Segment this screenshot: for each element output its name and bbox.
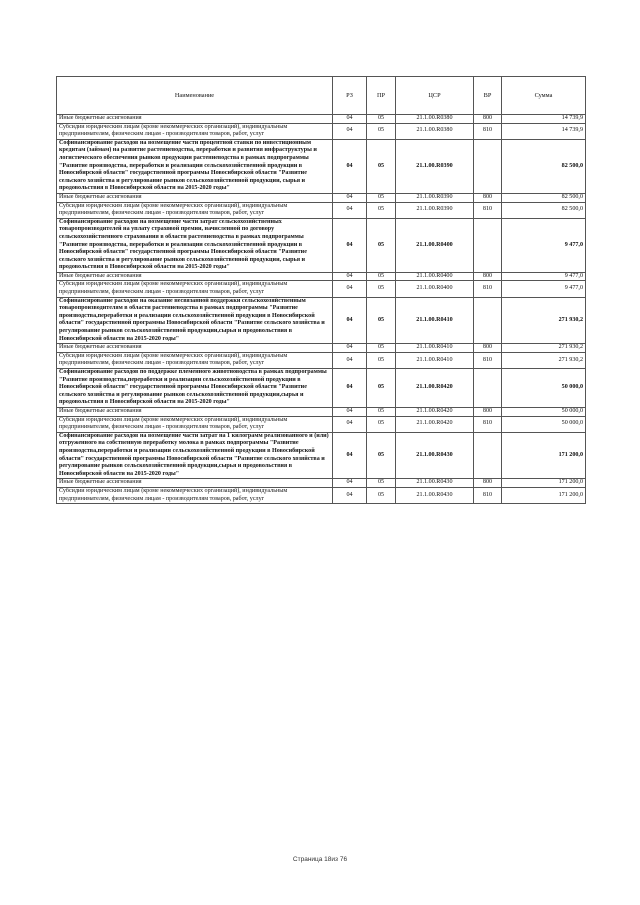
cell-rz: 04	[333, 369, 367, 408]
cell-vr	[474, 297, 502, 344]
table-row	[57, 123, 586, 139]
cell-csr: 21.1.00.R0400	[396, 218, 474, 272]
cell-rz: 04	[333, 297, 367, 344]
cell-csr: 21.1.00.R0430	[396, 479, 474, 488]
cell-name: Софинансирование расходов на оказание несвязанной поддержки сельскохозяйственным товаропроизводителям в области растениеводства в рамках подпрограммы "Развитие производства,переработки и реализации сельскохозяйственной продукции в Новосибирской области" государственной программы Новосибирской области "Развитие сельского хозяйства и регулирование рынков сельскохозяйственной продукции,сырья и продовольствия в Новосибирской области на 2015-2020 годы"	[57, 297, 333, 344]
header-rz: РЗ	[333, 77, 367, 115]
table-row	[57, 344, 586, 353]
cell-rz: 04	[333, 479, 367, 488]
cell-csr: 21.1.00.R0380	[396, 115, 474, 124]
cell-rz: 04	[333, 352, 367, 368]
section-row	[57, 218, 586, 272]
cell-vr: 810	[474, 202, 502, 218]
table-row	[57, 487, 586, 503]
cell-sum: 271 930,2	[502, 344, 586, 353]
cell-name: Софинансирование расходов на возмещение части процентной ставки по инвестиционным кредитам (займам) на развитие растениеводства, переработки и развития инфраструктуры и логистического обеспечения рынков продукции растениеводства в рамках подпрограммы "Развитие производства, переработки и реализации сельскохозяйственной продукции в Новосибирской области" государственной программы Новосибирской области "Развитие сельского хозяйства и регулирование рынков сельскохозяйственной продукции, сырья и продовольствия в Новосибирской области на 2015-2020 годы"	[57, 139, 333, 193]
cell-pr: 05	[367, 487, 396, 503]
cell-vr	[474, 369, 502, 408]
cell-sum: 9 477,0	[502, 218, 586, 272]
cell-name: Иные бюджетные ассигнования	[57, 193, 333, 202]
cell-sum: 82 500,0	[502, 193, 586, 202]
cell-rz: 04	[333, 202, 367, 218]
cell-name: Иные бюджетные ассигнования	[57, 344, 333, 353]
cell-csr: 21.1.00.R0430	[396, 432, 474, 479]
cell-vr: 800	[474, 479, 502, 488]
table-row	[57, 407, 586, 416]
header-vr: ВР	[474, 77, 502, 115]
cell-vr	[474, 139, 502, 193]
cell-rz: 04	[333, 344, 367, 353]
cell-name: Софинансирование расходов на возмещение части затрат на 1 килограмм реализованного и (или) отгруженного на собственную переработку молока в рамках подпрограммы "Развитие производства,переработки и реализации сельскохозяйственной продукции в Новосибирской области" государственной программы Новосибирской области "Развитие сельского хозяйства и регулирование рынков сельскохозяйственной продукции,сырья и продовольствия в Новосибирской области на 2015-2020 годы"	[57, 432, 333, 479]
cell-pr: 05	[367, 352, 396, 368]
cell-csr: 21.1.00.R0390	[396, 202, 474, 218]
cell-sum: 271 930,2	[502, 297, 586, 344]
cell-rz: 04	[333, 218, 367, 272]
section-row	[57, 369, 586, 408]
cell-name: Иные бюджетные ассигнования	[57, 115, 333, 124]
table-row	[57, 193, 586, 202]
cell-pr: 05	[367, 193, 396, 202]
cell-vr: 800	[474, 193, 502, 202]
cell-pr: 05	[367, 479, 396, 488]
cell-rz: 04	[333, 123, 367, 139]
cell-csr: 21.1.00.R0420	[396, 416, 474, 432]
cell-sum: 50 000,0	[502, 369, 586, 408]
table-body	[57, 77, 586, 504]
cell-sum: 82 500,0	[502, 202, 586, 218]
header-pr: ПР	[367, 77, 396, 115]
cell-name: Субсидии юридическим лицам (кроме некоммерческих организаций), индивидуальным предпринимателям, физическим лицам - производителям товаров, работ, услуг	[57, 123, 333, 139]
cell-name: Субсидии юридическим лицам (кроме некоммерческих организаций), индивидуальным предпринимателям, физическим лицам - производителям товаров, работ, услуг	[57, 487, 333, 503]
cell-pr: 05	[367, 272, 396, 281]
cell-rz: 04	[333, 407, 367, 416]
cell-sum: 9 477,0	[502, 281, 586, 297]
cell-vr: 800	[474, 344, 502, 353]
cell-name: Субсидии юридическим лицам (кроме некоммерческих организаций), индивидуальным предпринимателям, физическим лицам - производителям товаров, работ, услуг	[57, 202, 333, 218]
cell-csr: 21.1.00.R0410	[396, 297, 474, 344]
cell-rz: 04	[333, 416, 367, 432]
cell-pr: 05	[367, 123, 396, 139]
cell-vr	[474, 432, 502, 479]
budget-table	[56, 76, 586, 504]
header-name: Наименование	[57, 77, 333, 115]
cell-vr	[474, 218, 502, 272]
cell-pr: 05	[367, 407, 396, 416]
table-row	[57, 202, 586, 218]
cell-csr: 21.1.00.R0380	[396, 123, 474, 139]
cell-vr: 800	[474, 272, 502, 281]
table-row	[57, 281, 586, 297]
cell-pr: 05	[367, 115, 396, 124]
cell-sum: 171 200,0	[502, 479, 586, 488]
page-number: Страница 18из 76	[292, 856, 348, 863]
table-row	[57, 416, 586, 432]
cell-sum: 271 930,2	[502, 352, 586, 368]
section-row	[57, 432, 586, 479]
cell-vr: 800	[474, 115, 502, 124]
cell-vr: 810	[474, 281, 502, 297]
cell-csr: 21.1.00.R0410	[396, 352, 474, 368]
table-row	[57, 272, 586, 281]
cell-csr: 21.1.00.R0420	[396, 369, 474, 408]
table-row	[57, 352, 586, 368]
header-csr: ЦСР	[396, 77, 474, 115]
cell-sum: 82 500,0	[502, 139, 586, 193]
cell-csr: 21.1.00.R0400	[396, 272, 474, 281]
cell-vr: 810	[474, 416, 502, 432]
cell-rz: 04	[333, 487, 367, 503]
table-row	[57, 479, 586, 488]
section-row	[57, 139, 586, 193]
cell-rz: 04	[333, 139, 367, 193]
cell-name: Субсидии юридическим лицам (кроме некоммерческих организаций), индивидуальным предпринимателям, физическим лицам - производителям товаров, работ, услуг	[57, 416, 333, 432]
section-row	[57, 297, 586, 344]
cell-pr: 05	[367, 202, 396, 218]
cell-csr: 21.1.00.R0410	[396, 344, 474, 353]
header-sum: Сумма	[502, 77, 586, 115]
cell-name: Софинансирование расходов по поддержке племенного животноводства в рамках подпрограммы "Развитие производства,переработки и реализации сельскохозяйственной продукции в Новосибирской области" государственной программы Новосибирской области "Развитие сельского хозяйства и регулирование рынков сельскохозяйственной продукции,сырья и продовольствия в Новосибирской области на 2015-2020 годы"	[57, 369, 333, 408]
table-row	[57, 115, 586, 124]
cell-csr: 21.1.00.R0400	[396, 281, 474, 297]
cell-pr: 05	[367, 344, 396, 353]
cell-name: Иные бюджетные ассигнования	[57, 479, 333, 488]
cell-sum: 171 200,0	[502, 432, 586, 479]
cell-name: Софинансирование расходов на возмещение части затрат сельскохозяйственных товаропроизводителей на уплату страховой премии, начисленной по договору сельскохозяйственного страхования в области растениеводства в рамках подпрограммы "Развитие производства, переработки и реализации сельскохозяйственной продукции в Новосибирской области" государственной программы Новосибирской области "Развитие сельского хозяйства и регулирование рынков сельскохозяйственной продукции, сырья и продовольствия в Новосибирской области на 2015-2020 годы"	[57, 218, 333, 272]
cell-rz: 04	[333, 281, 367, 297]
cell-pr: 05	[367, 218, 396, 272]
cell-pr: 05	[367, 139, 396, 193]
cell-csr: 21.1.00.R0390	[396, 193, 474, 202]
cell-pr: 05	[367, 281, 396, 297]
cell-vr: 810	[474, 352, 502, 368]
cell-sum: 171 200,0	[502, 487, 586, 503]
cell-vr: 800	[474, 407, 502, 416]
cell-vr: 810	[474, 123, 502, 139]
cell-sum: 50 000,0	[502, 416, 586, 432]
cell-rz: 04	[333, 193, 367, 202]
cell-rz: 04	[333, 272, 367, 281]
cell-sum: 14 739,9	[502, 123, 586, 139]
header-row	[57, 77, 586, 115]
cell-name: Субсидии юридическим лицам (кроме некоммерческих организаций), индивидуальным предпринимателям, физическим лицам - производителям товаров, работ, услуг	[57, 281, 333, 297]
cell-rz: 04	[333, 115, 367, 124]
cell-name: Иные бюджетные ассигнования	[57, 272, 333, 281]
cell-sum: 50 000,0	[502, 407, 586, 416]
cell-pr: 05	[367, 369, 396, 408]
cell-sum: 9 477,0	[502, 272, 586, 281]
cell-csr: 21.1.00.R0390	[396, 139, 474, 193]
cell-name: Субсидии юридическим лицам (кроме некоммерческих организаций), индивидуальным предпринимателям, физическим лицам - производителям товаров, работ, услуг	[57, 352, 333, 368]
cell-pr: 05	[367, 416, 396, 432]
cell-vr: 810	[474, 487, 502, 503]
cell-sum: 14 739,9	[502, 115, 586, 124]
cell-name: Иные бюджетные ассигнования	[57, 407, 333, 416]
cell-pr: 05	[367, 432, 396, 479]
cell-csr: 21.1.00.R0420	[396, 407, 474, 416]
cell-csr: 21.1.00.R0430	[396, 487, 474, 503]
cell-pr: 05	[367, 297, 396, 344]
cell-rz: 04	[333, 432, 367, 479]
